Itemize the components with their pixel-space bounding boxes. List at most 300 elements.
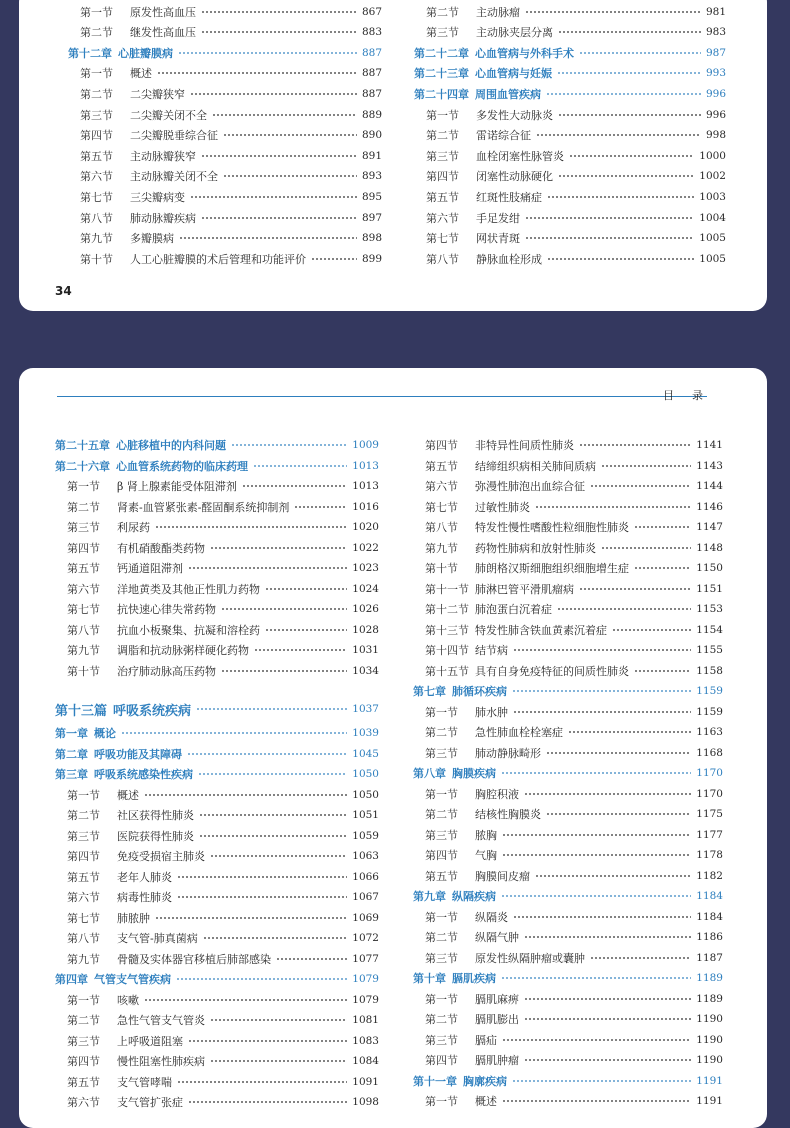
entry-page-number: 867 [361,5,382,18]
entry-number: 第四节 [67,1055,100,1068]
entry-page-number: 1159 [696,705,723,718]
entry-number: 第一节 [425,705,458,719]
dot-leader [210,855,347,857]
entry-number: 第十一节 [425,582,469,596]
entry-page-number: 891 [361,149,382,162]
entry-number: 第六节 [67,891,100,904]
entry-title: 钙通道阻滞剂 [117,562,183,575]
dot-leader [547,196,694,198]
entry-page-number: 1191 [696,1074,723,1087]
entry-page-number: 1031 [352,644,379,656]
entry-number: 第二节 [67,500,100,514]
toc-section-entry [55,1010,379,1030]
dot-leader [601,547,691,549]
dot-leader [512,690,691,692]
dot-leader [612,629,691,631]
entry-number: 第二节 [425,1013,458,1026]
entry-number: 第一节 [425,787,458,801]
page-number: 34 [55,284,72,298]
entry-number: 第八章 [413,767,446,780]
toc-section-entry [68,125,382,145]
dot-leader [535,875,691,877]
dot-leader [231,444,347,446]
entry-title: 静脉血栓形成 [476,252,542,266]
toc-section-entry [68,208,382,228]
entry-number: 第七节 [67,911,100,925]
dot-leader [177,896,347,898]
entry-number: 第八节 [80,211,113,225]
dot-leader [558,175,694,177]
entry-page-number: 1051 [352,809,379,821]
toc-section-entry [68,84,382,104]
entry-page-number: 1153 [696,603,723,615]
entry-page-number: 1024 [352,582,379,595]
entry-title: 网状青斑 [476,232,520,246]
dot-leader [188,1040,347,1042]
dot-leader [196,708,347,710]
toc-section-entry [414,22,726,42]
entry-number: 第六节 [426,211,459,225]
entry-number: 第三节 [67,1034,100,1048]
entry-title: 多发性大动脉炎 [476,108,553,122]
dot-leader [294,506,347,508]
entry-number: 第二节 [67,809,100,822]
toc-chapter-entry [55,435,379,455]
entry-page-number: 887 [361,46,382,59]
dot-leader [210,547,347,549]
entry-title: 肺朗格汉斯细胞组织细胞增生症 [475,562,629,575]
dot-leader [276,958,347,960]
toc-part-entry [55,697,379,721]
entry-page-number: 1022 [352,541,379,554]
entry-number: 第二十五章 [55,439,110,452]
toc-section-entry [413,456,723,476]
toc-section-entry [55,599,379,619]
toc-section-entry [413,702,723,722]
entry-title: 调脂和抗动脉粥样硬化药物 [117,644,249,657]
entry-page-number: 887 [361,88,382,100]
entry-number: 第三节 [67,521,100,534]
entry-number: 第十三篇 [55,703,108,719]
entry-number: 第六节 [67,1096,100,1109]
dot-leader [203,937,348,939]
entry-page-number: 1003 [699,191,726,203]
entry-title: 利尿药 [117,521,150,534]
dot-leader [558,114,701,116]
entry-title: 结节病 [475,644,508,657]
dot-leader [547,258,694,260]
dot-leader [155,917,347,919]
entry-page-number: 1066 [352,870,379,883]
entry-page-number: 1148 [696,541,723,554]
entry-title: 医院获得性肺炎 [117,829,194,843]
entry-page-number: 1005 [699,252,726,265]
entry-title: 原发性纵隔肿瘤或囊肿 [475,951,585,965]
entry-page-number: 898 [361,232,382,245]
entry-page-number: 996 [705,88,726,100]
entry-page-number: 889 [361,108,382,121]
toc-section-entry [55,497,379,517]
entry-page-number: 1000 [699,149,726,162]
entry-page-number: 1009 [352,439,379,451]
toc-section-entry [55,826,379,846]
toc-section-entry [68,146,382,166]
entry-number: 第四节 [426,170,459,184]
entry-number: 第一章 [55,727,88,740]
entry-page-number: 1159 [696,685,723,697]
entry-title: 手足发绀 [476,211,520,225]
dot-leader [579,52,701,54]
entry-page-number: 1184 [696,890,723,902]
entry-number: 第十节 [80,252,113,266]
entry-page-number: 1081 [352,1014,379,1026]
entry-number: 第二节 [425,931,458,944]
entry-title: 主动脉瘤 [476,5,520,19]
toc-section-entry [68,22,382,42]
entry-title: 过敏性肺炎 [475,500,530,514]
entry-title: 膈肌肿瘤 [475,1054,519,1067]
entry-number: 第一节 [67,788,100,802]
dot-leader [524,793,691,795]
entry-page-number: 1189 [696,972,723,984]
entry-page-number: 983 [705,26,726,39]
toc-section-entry [414,105,726,125]
toc-section-entry [413,989,723,1009]
entry-number: 第十三节 [425,623,469,637]
toc-section-entry [55,949,379,969]
toc-section-entry [55,640,379,660]
dot-leader [590,485,691,487]
entry-number: 第七节 [426,232,459,246]
toc-section-entry [413,476,723,496]
entry-title: 特发性肺含铁血黄素沉着症 [475,623,607,637]
entry-title: 概论 [94,727,116,740]
entry-title: 膈肌麻痹 [475,992,519,1006]
toc-section-entry [414,187,726,207]
dot-leader [601,465,691,467]
entry-page-number: 1091 [352,1075,379,1088]
entry-title: 纵隔疾病 [452,890,496,903]
entry-page-number: 1079 [352,973,379,985]
entry-number: 第一节 [80,5,113,19]
entry-title: 纵隔炎 [475,910,508,924]
entry-page-number: 1141 [696,439,723,451]
entry-page-number: 890 [361,129,382,142]
dot-leader [188,1101,347,1103]
entry-page-number: 1186 [696,931,723,943]
entry-title: 肺泡蛋白沉着症 [475,603,552,616]
dot-leader [502,1100,691,1102]
entry-number: 第九节 [425,541,458,555]
entry-title: 心血管系统药物的临床药理 [116,459,248,473]
entry-title: 具有自身免疫特征的间质性肺炎 [475,664,629,678]
entry-title: 主动脉瓣关闭不全 [130,170,218,184]
toc-page-bottom [19,368,767,1128]
entry-number: 第五节 [67,562,100,575]
dot-leader [199,835,347,837]
entry-title: 肺淋巴管平滑肌瘤病 [475,582,574,596]
entry-page-number: 1158 [696,664,723,677]
entry-number: 第五节 [425,459,458,473]
toc-section-entry [413,1050,723,1070]
entry-number: 第十节 [425,562,458,575]
toc-chapter-entry [413,1071,723,1091]
dot-leader [579,444,691,446]
dot-leader [144,794,347,796]
entry-number: 第三章 [55,768,88,781]
entry-title: 支气管扩张症 [117,1096,183,1109]
dot-leader [210,1060,347,1062]
entry-number: 第三节 [426,149,459,163]
entry-title: 慢性阻塞性肺疾病 [117,1055,205,1068]
entry-title: 气胸 [475,849,497,862]
entry-page-number: 1154 [696,623,723,636]
toc-section-entry [414,249,726,269]
entry-title: 结缔组织病相关肺间质病 [475,459,596,473]
entry-page-number: 1067 [352,891,379,903]
entry-page-number: 1144 [696,480,723,492]
entry-page-number: 1077 [352,952,379,965]
toc-section-entry [414,125,726,145]
toc-section-entry [413,497,723,517]
entry-title: 概述 [130,67,152,81]
toc-section-entry [55,620,379,640]
toc-section-entry [413,661,723,681]
entry-page-number: 1045 [352,747,379,760]
toc-section-entry [413,517,723,537]
dot-leader [265,588,347,590]
entry-page-number: 1155 [696,644,723,656]
entry-number: 第二十六章 [55,459,110,473]
entry-title: 骨髓及实体器官移植后肺部感染 [117,952,271,966]
dot-leader [242,485,347,487]
entry-page-number: 1175 [696,808,723,820]
entry-page-number: 1191 [696,1095,723,1107]
toc-section-entry [413,845,723,865]
entry-page-number: 1182 [696,869,723,882]
dot-leader [157,72,357,74]
entry-page-number: 1163 [696,726,723,738]
toc-section-entry [68,63,382,83]
entry-number: 第九节 [67,644,100,657]
entry-page-number: 1168 [696,746,723,759]
toc-section-entry [413,435,723,455]
entry-title: 血栓闭塞性脉管炎 [476,149,564,163]
toc-section-entry [413,599,723,619]
entry-page-number: 1098 [352,1096,379,1108]
toc-section-entry [55,1072,379,1092]
toc-chapter-entry [413,763,723,783]
entry-page-number: 1170 [696,787,723,800]
entry-number: 第二节 [80,26,113,40]
toc-chapter-entry [55,456,379,476]
entry-page-number: 987 [705,46,726,59]
dot-leader [223,134,357,136]
entry-number: 第九节 [67,952,100,966]
entry-title: 肺循环疾病 [452,685,507,698]
entry-number: 第二节 [425,808,458,821]
toc-chapter-entry [413,886,723,906]
entry-number: 第四节 [67,541,100,555]
entry-title: 人工心脏瓣膜的术后管理和功能评价 [130,252,306,266]
entry-page-number: 1187 [696,951,723,964]
entry-title: 闭塞性动脉硬化 [476,170,553,184]
dot-leader [569,155,694,157]
dot-leader [199,814,347,816]
dot-leader [177,876,347,878]
entry-page-number: 887 [361,67,382,80]
entry-title: 主动脉夹层分离 [476,26,553,40]
dot-leader [513,649,691,651]
toc-section-entry [413,640,723,660]
entry-number: 第二十三章 [414,67,469,81]
toc-section-entry [413,927,723,947]
entry-number: 第七章 [413,685,446,698]
toc-section-entry [413,722,723,742]
entry-number: 第八节 [425,521,458,534]
entry-page-number: 1013 [352,480,379,492]
entry-page-number: 1063 [352,850,379,862]
entry-number: 第七节 [425,500,458,514]
entry-number: 第三节 [80,108,113,122]
toc-section-entry [55,517,379,537]
entry-title: 膈肌膨出 [475,1013,519,1026]
dot-leader [190,93,357,95]
entry-page-number: 895 [361,191,382,203]
dot-leader [525,11,701,13]
dot-leader [524,1059,691,1061]
dot-leader [536,134,701,136]
entry-number: 第四节 [67,850,100,863]
entry-title: 肺水肿 [475,705,508,719]
dot-leader [524,998,691,1000]
entry-page-number: 1143 [696,459,723,472]
dot-leader [513,916,691,918]
toc-section-entry [68,105,382,125]
dot-leader [121,732,347,734]
entry-title: 呼吸系统疾病 [113,703,192,719]
toc-section-entry [55,887,379,907]
entry-title: 多瓣膜病 [130,232,174,246]
entry-title: 原发性高血压 [130,5,196,19]
toc-section-entry [68,228,382,248]
entry-page-number: 893 [361,170,382,183]
entry-title: 洋地黄类及其他正性肌力药物 [117,582,260,596]
entry-page-number: 1016 [352,500,379,513]
entry-page-number: 1026 [352,603,379,615]
toc-section-entry [413,1030,723,1050]
entry-page-number: 883 [361,26,382,39]
entry-page-number: 897 [361,211,382,224]
entry-number: 第一节 [425,1095,458,1108]
entry-number: 第七节 [80,191,113,204]
entry-page-number: 1004 [699,211,726,224]
entry-title: 抗快速心律失常药物 [117,603,216,616]
entry-title: 纵隔气肿 [475,931,519,944]
entry-number: 第九章 [413,890,446,903]
entry-number: 第七节 [67,603,100,616]
entry-page-number: 1151 [696,582,723,595]
toc-section-entry [68,166,382,186]
header-rule [57,396,707,397]
toc-section-entry [413,579,723,599]
entry-page-number: 1177 [696,828,723,841]
dot-leader [502,834,691,836]
dot-leader [502,854,691,856]
entry-page-number: 1069 [352,911,379,924]
toc-section-entry [414,2,726,22]
entry-page-number: 1034 [352,664,379,677]
entry-title: 二尖瓣关闭不全 [130,108,207,122]
dot-leader [221,670,347,672]
entry-number: 第五节 [80,149,113,163]
dot-leader [201,31,357,33]
toc-section-entry [55,908,379,928]
entry-number: 第十章 [413,972,446,985]
entry-page-number: 1050 [352,788,379,801]
entry-title: 上呼吸道阻塞 [117,1034,183,1048]
toc-section-entry [413,538,723,558]
entry-page-number: 1020 [352,521,379,533]
entry-number: 第十二章 [68,46,112,60]
entry-title: 气管支气管疾病 [94,973,171,986]
entry-page-number: 1170 [696,767,723,779]
entry-number: 第二节 [425,726,458,739]
entry-title: 急性气管支气管炎 [117,1014,205,1027]
dot-leader [198,773,347,775]
entry-number: 第四章 [55,973,88,986]
entry-page-number: 1184 [696,910,723,923]
entry-title: β 肾上腺素能受体阻滞剂 [117,480,237,493]
entry-title: 抗血小板聚集、抗凝和溶栓药 [117,623,260,637]
entry-title: 支气管哮喘 [117,1075,172,1089]
entry-number: 第二十四章 [414,88,469,101]
entry-page-number: 1039 [352,727,379,739]
entry-number: 第三节 [425,1033,458,1047]
entry-title: 老年人肺炎 [117,870,172,884]
entry-title: 结核性胸膜炎 [475,808,541,821]
entry-page-number: 1083 [352,1034,379,1047]
entry-title: 肺脓肿 [117,911,150,925]
entry-title: 概述 [117,788,139,802]
toc-chapter-entry [55,723,379,743]
dot-leader [210,1019,347,1021]
entry-page-number: 1050 [352,768,379,780]
dot-leader [188,567,347,569]
entry-number: 第一节 [80,67,113,81]
entry-title: 心血管病与外科手术 [475,46,574,60]
entry-page-number: 1150 [696,562,723,574]
entry-number: 第五节 [426,191,459,204]
dot-leader [201,11,357,13]
entry-title: 呼吸功能及其障碍 [94,747,182,761]
toc-section-entry [55,928,379,948]
toc-section-entry [413,558,723,578]
entry-number: 第六节 [425,480,458,493]
entry-title: 心脏瓣膜病 [118,46,173,60]
dot-leader [634,567,691,569]
dot-leader [557,608,691,610]
toc-section-entry [55,579,379,599]
entry-title: 胸膜间皮瘤 [475,869,530,883]
entry-number: 第二节 [426,5,459,19]
entry-number: 第一节 [425,992,458,1006]
toc-section-entry [55,558,379,578]
toc-chapter-entry [414,84,726,104]
entry-number: 第十一章 [413,1074,457,1088]
entry-page-number: 1002 [699,170,726,183]
toc-section-entry [55,476,379,496]
